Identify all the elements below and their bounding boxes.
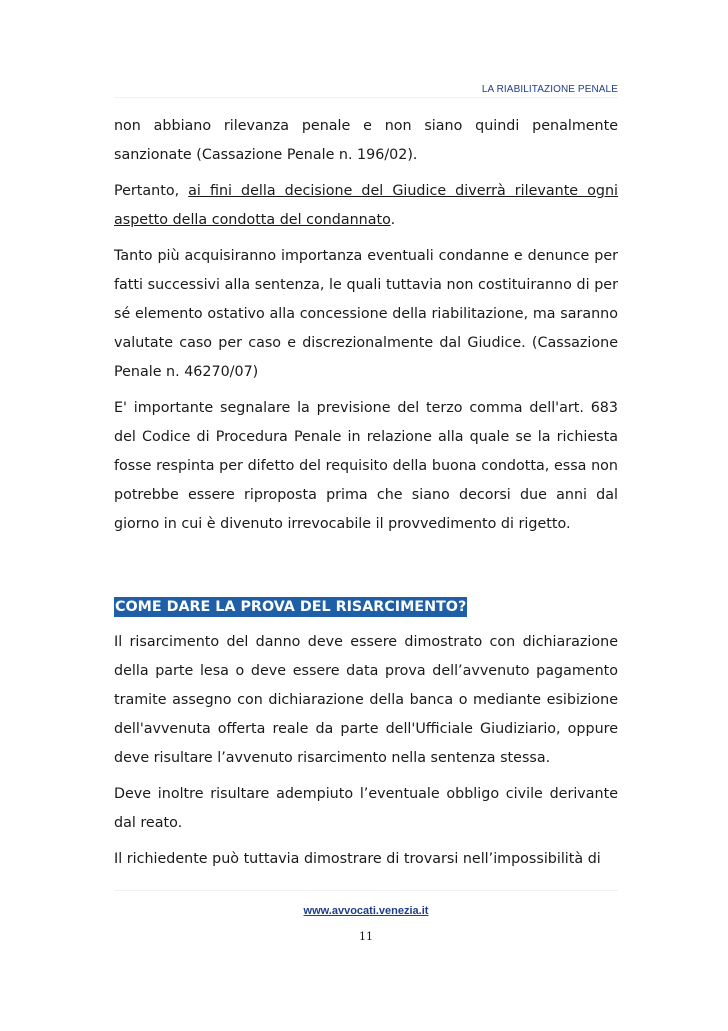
paragraph-2-underlined: ai fini della decisione del Giudice diverrà rilevante ogni aspetto della condotta del condannato (114, 183, 619, 228)
paragraph-2-end: . (390, 212, 396, 228)
running-header: LA RIABILITAZIONE PENALE (481, 84, 618, 95)
paragraph-2 (114, 177, 618, 235)
paragraph-7: Il richiedente può tuttavia dimostrare di trovarsi nell’impossibilità di (114, 851, 601, 867)
section-gap (114, 546, 618, 593)
section-heading-text: COME DARE LA PROVA DEL RISARCIMENTO? (115, 599, 467, 615)
paragraph-6: Deve inoltre risultare adempiuto l’eventuale obbligo civile derivante dal reato. (114, 786, 618, 831)
section-heading (114, 593, 618, 622)
paragraph-3: Tanto più acquisiranno importanza eventuali condanne e denunce per fatti successivi alla sentenza, le quali tuttavia non costituiranno di per sé elemento ostativo alla concessione della riabilitazione, ma saranno valutate caso per caso e discrezionalmente dal Giudice. (Cassazione Penale n. 46270/07) (114, 248, 618, 380)
paragraph-1: non abbiano rilevanza penale e non siano quindi penalmente sanzionate (Cassazione Penale n. 196/02). (114, 118, 618, 163)
page-number: 11 (359, 930, 373, 943)
header-divider (114, 97, 618, 98)
paragraph-5: Il risarcimento del danno deve essere dimostrato con dichiarazione della parte lesa o deve essere data prova dell’avvenuto pagamento tramite assegno con dichiarazione della banca o mediante esibizione dell'avvenuta offerta reale da parte dell'Ufficiale Giudiziario, oppure deve risultare l’avvenuto risarcimento nella sentenza stessa. (114, 634, 618, 766)
footer-divider (114, 890, 618, 891)
body-text (114, 112, 618, 881)
paragraph-2-start: Pertanto, (114, 183, 189, 199)
paragraph-4: E' importante segnalare la previsione del terzo comma dell'art. 683 del Codice di Procedura Penale in relazione alla quale se la richiesta fosse respinta per difetto del requisito della buona condotta, essa non potrebbe essere riproposta prima che siano decorsi due anni dal giorno in cui è divenuto irrevocabile il provvedimento di rigetto. (114, 400, 618, 532)
footer-website-link[interactable]: www.avvocati.venezia.it (303, 905, 429, 917)
